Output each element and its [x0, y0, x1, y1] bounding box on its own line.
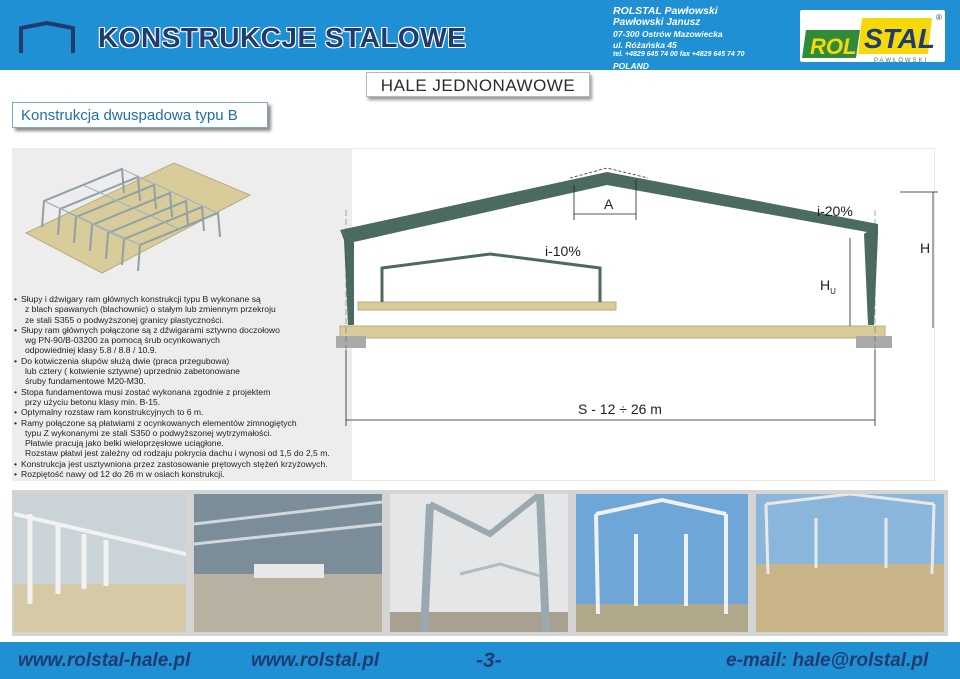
hall-outline-icon — [18, 20, 76, 54]
floor-slab — [340, 326, 885, 338]
specification-item: z blach spawanych (blachownic) o stałym lub zmiennym przekroju — [25, 304, 276, 315]
dimension-hu-sub: U — [830, 286, 836, 296]
footer-email[interactable]: e-mail: hale@rolstal.pl — [726, 650, 929, 671]
company-name: ROLSTAL Pawłowski — [613, 5, 718, 17]
specification-item: • Ramy połączone są płatwiami z ocynkowanych elementów zimnogiętych — [12, 418, 352, 428]
company-owner: Pawłowski Janusz — [613, 17, 701, 28]
small-frame — [382, 254, 600, 302]
specification-item: ze stali S355 o podwyższonej granicy plastyczności. — [25, 314, 224, 325]
specification-item: typu Z wykonanymi ze stali S350 o podwyższonej wytrzymałości. — [25, 427, 272, 438]
specification-item: • Do kotwiczenia słupów służą dwie (praca przegubowa) — [12, 356, 352, 366]
specification-item: śruby fundamentowe M20-M30. — [25, 376, 146, 387]
photo-hall-interior-2 — [194, 494, 382, 632]
specification-item: • Rozpiętość nawy od 12 do 26 m w osiach konstrukcji. — [12, 469, 352, 479]
photo-frame-skeleton — [576, 494, 748, 632]
logo-stal-text: STAL — [864, 23, 936, 54]
photo-frame-erection — [390, 494, 568, 632]
page-number: -3- — [476, 649, 502, 672]
specification-list — [12, 294, 352, 479]
photo-hall-interior-1 — [14, 494, 186, 632]
specification-item: • Konstrukcja jest usztywniona przez zastosowanie prętowych stężeń krzyżowych. — [12, 459, 352, 469]
right-column — [864, 224, 878, 325]
footer-url-rolstal[interactable]: www.rolstal.pl — [251, 650, 380, 671]
section-label: Konstrukcja dwuspadowa typu B — [21, 107, 238, 124]
company-city: 07-300 Ostrów Mazowiecka — [613, 29, 723, 39]
specification-item: wg PN-90/B-03200 za pomocą śrub ocynkowanych — [25, 335, 220, 346]
specification-item: • Stopa fundamentowa musi zostać wykonana zgodnie z projektem — [12, 387, 352, 397]
slope-i20: i-20% — [817, 203, 853, 219]
specification-item: • Optymalny rozstaw ram konstrukcyjnych to 6 m. — [12, 407, 352, 417]
company-phone: tel. +4829 645 74 00 fax +4829 645 74 70 — [613, 51, 745, 58]
specification-item: Płatwie pracują jako belki wieloprzęsłowe uciągłone. — [25, 438, 224, 449]
dimension-hu-main: H — [820, 277, 831, 293]
rolstal-logo — [800, 10, 950, 65]
page-title: KONSTRUKCJE STALOWE — [98, 22, 467, 53]
registered-mark: ® — [936, 13, 942, 22]
hall-3d-render — [24, 155, 252, 275]
specification-item: Rozstaw płatwi jest zależny od rodzaju pokrycia dachu i wynosi od 1,5 do 2,5 m. — [25, 448, 330, 459]
page-subtitle: HALE JEDNONAWOWE — [380, 76, 576, 95]
logo-tagline: PAWŁOWSKI — [874, 58, 929, 64]
dimension-h: H — [920, 240, 931, 256]
section-label-box — [12, 102, 268, 128]
dimension-span: S - 12 ÷ 26 m — [578, 401, 662, 417]
logo-rol-text: ROL — [810, 34, 857, 59]
right-footing — [856, 336, 892, 348]
specification-item: przy użyciu betonu klasy min. B-15. — [25, 396, 161, 407]
footer-url-hale[interactable]: www.rolstal-hale.pl — [18, 650, 191, 671]
dimension-a: A — [604, 196, 614, 212]
photo-hall-riding-arena — [756, 494, 944, 632]
slope-i10: i-10% — [545, 243, 581, 259]
small-frame-floor — [358, 302, 616, 310]
specification-item: • Słupy ram głównych połączone są z dźwigarami sztywno doczołowo — [12, 325, 352, 335]
company-address — [613, 5, 745, 71]
specification-item: odpowiedniej klasy 5.8 / 8.8 / 10.9. — [25, 345, 157, 356]
footer-bar — [0, 642, 960, 679]
subtitle-box — [366, 72, 590, 97]
company-street: ul. Różańska 45 — [613, 39, 677, 50]
logo-graphic — [800, 10, 950, 65]
specification-item: lub cztery ( kotwienie sztywne) uprzednio zabetonowane — [25, 366, 240, 377]
specification-item: • Słupy i dźwigary ram głównych konstrukcji typu B wykonane są — [12, 294, 352, 304]
dimension-hu — [820, 277, 836, 296]
company-country: POLAND — [613, 60, 649, 71]
